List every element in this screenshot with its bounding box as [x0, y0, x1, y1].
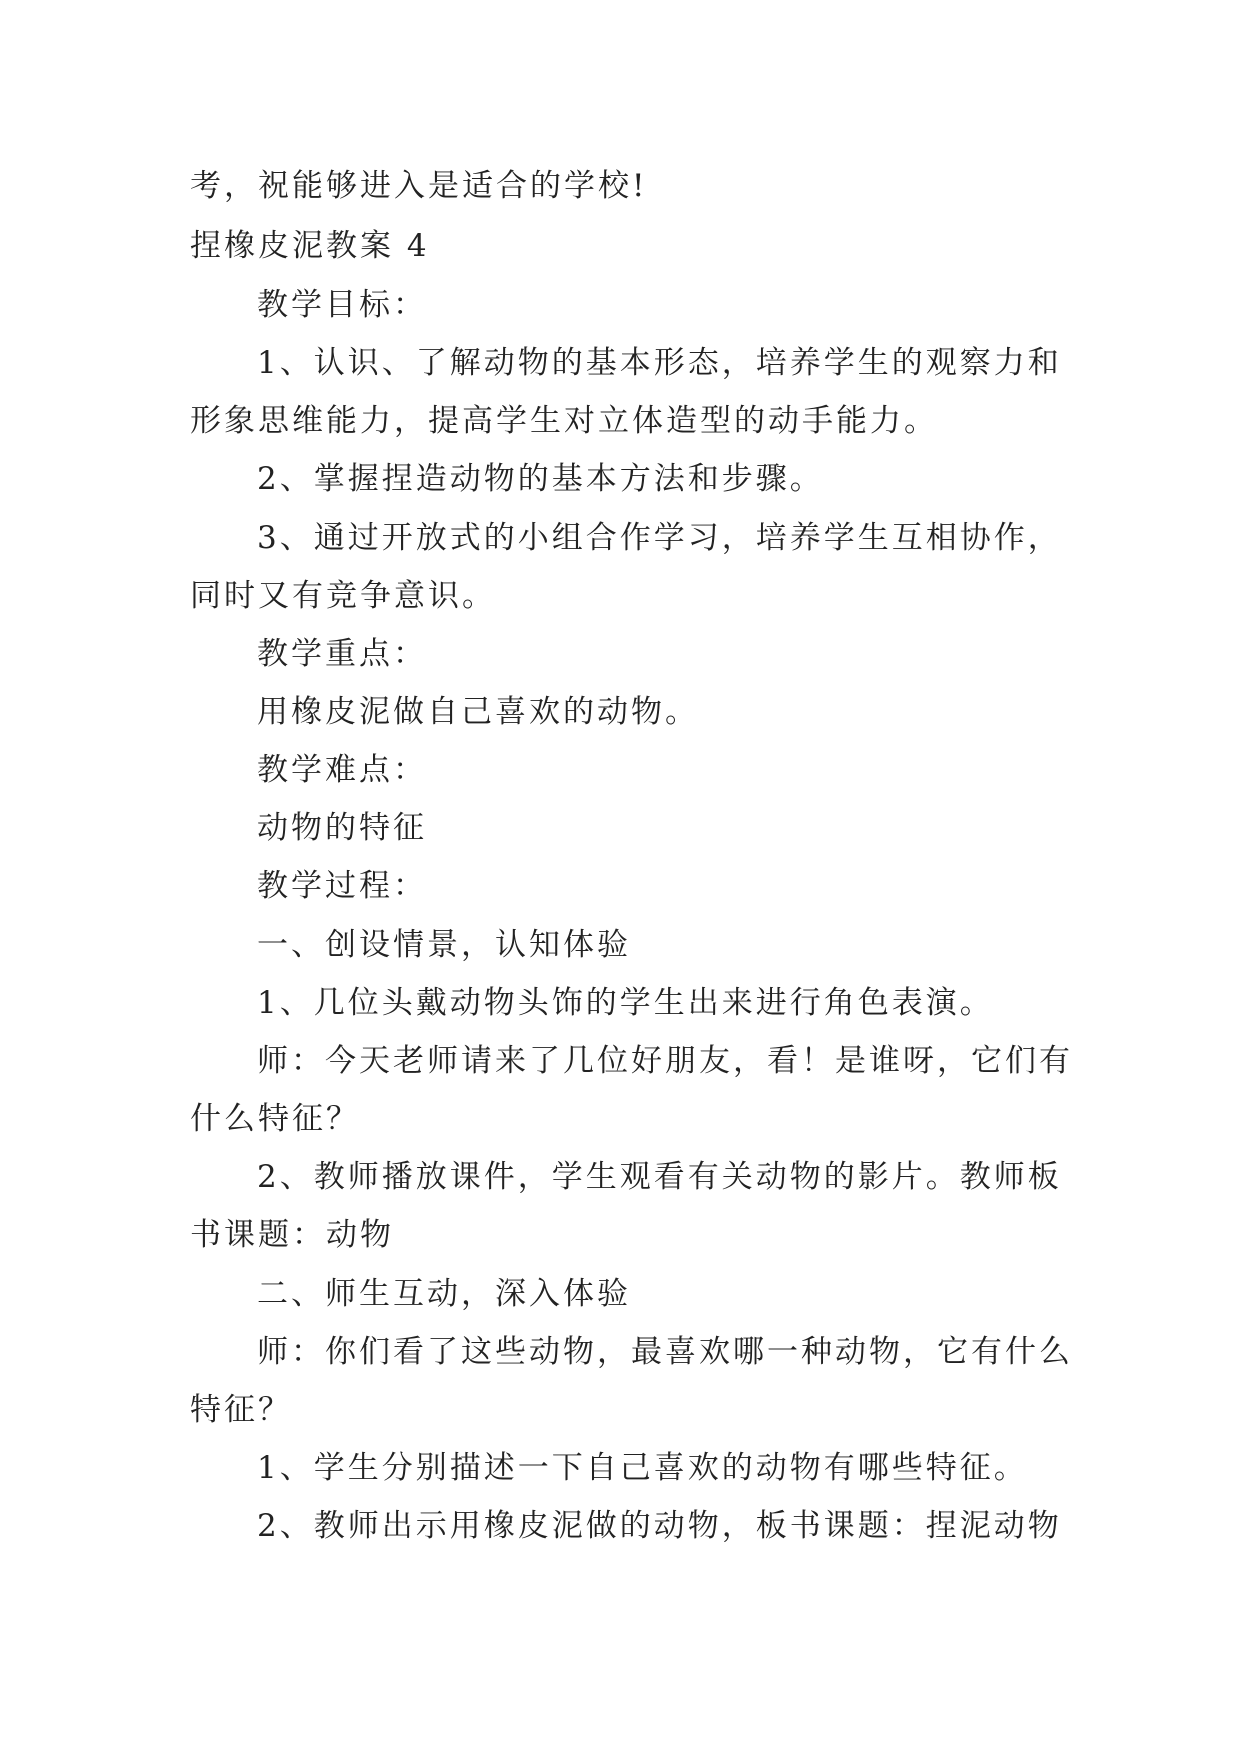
text-line: 师：今天老师请来了几位好朋友，看！是谁呀，它们有: [257, 1043, 1073, 1079]
text-line: 二、师生互动，深入体验: [257, 1276, 631, 1312]
section-title: 捏橡皮泥教案 4: [190, 228, 430, 264]
text-line: 形象思维能力，提高学生对立体造型的动手能力。: [190, 403, 938, 439]
text-line: 什么特征？: [190, 1101, 360, 1137]
text-line: 教学目标：: [257, 287, 427, 323]
text-line: 教学过程：: [257, 868, 427, 904]
text-line: 书课题：动物: [190, 1217, 394, 1253]
text-line: 教学重点：: [257, 636, 427, 672]
text-line: 用橡皮泥做自己喜欢的动物。: [257, 694, 699, 730]
text-line: 同时又有竞争意识。: [190, 578, 496, 614]
text-line: 3、通过开放式的小组合作学习，培养学生互相协作，: [257, 520, 1062, 556]
text-line: 动物的特征: [257, 810, 427, 846]
text-line: 考，祝能够进入是适合的学校!: [190, 168, 648, 204]
text-line: 1、几位头戴动物头饰的学生出来进行角色表演。: [257, 985, 994, 1021]
text-line: 一、创设情景，认知体验: [257, 927, 631, 963]
text-line: 特征？: [190, 1392, 292, 1428]
text-line: 1、学生分别描述一下自己喜欢的动物有哪些特征。: [257, 1450, 1028, 1486]
text-line: 师：你们看了这些动物，最喜欢哪一种动物，它有什么: [257, 1334, 1073, 1370]
text-line: 2、掌握捏造动物的基本方法和步骤。: [257, 461, 824, 497]
text-line: 1、认识、了解动物的基本形态，培养学生的观察力和: [257, 345, 1062, 381]
text-line: 教学难点：: [257, 752, 427, 788]
text-line: 2、教师播放课件，学生观看有关动物的影片。教师板: [257, 1159, 1062, 1195]
text-line: 2、教师出示用橡皮泥做的动物，板书课题：捏泥动物: [257, 1508, 1062, 1544]
